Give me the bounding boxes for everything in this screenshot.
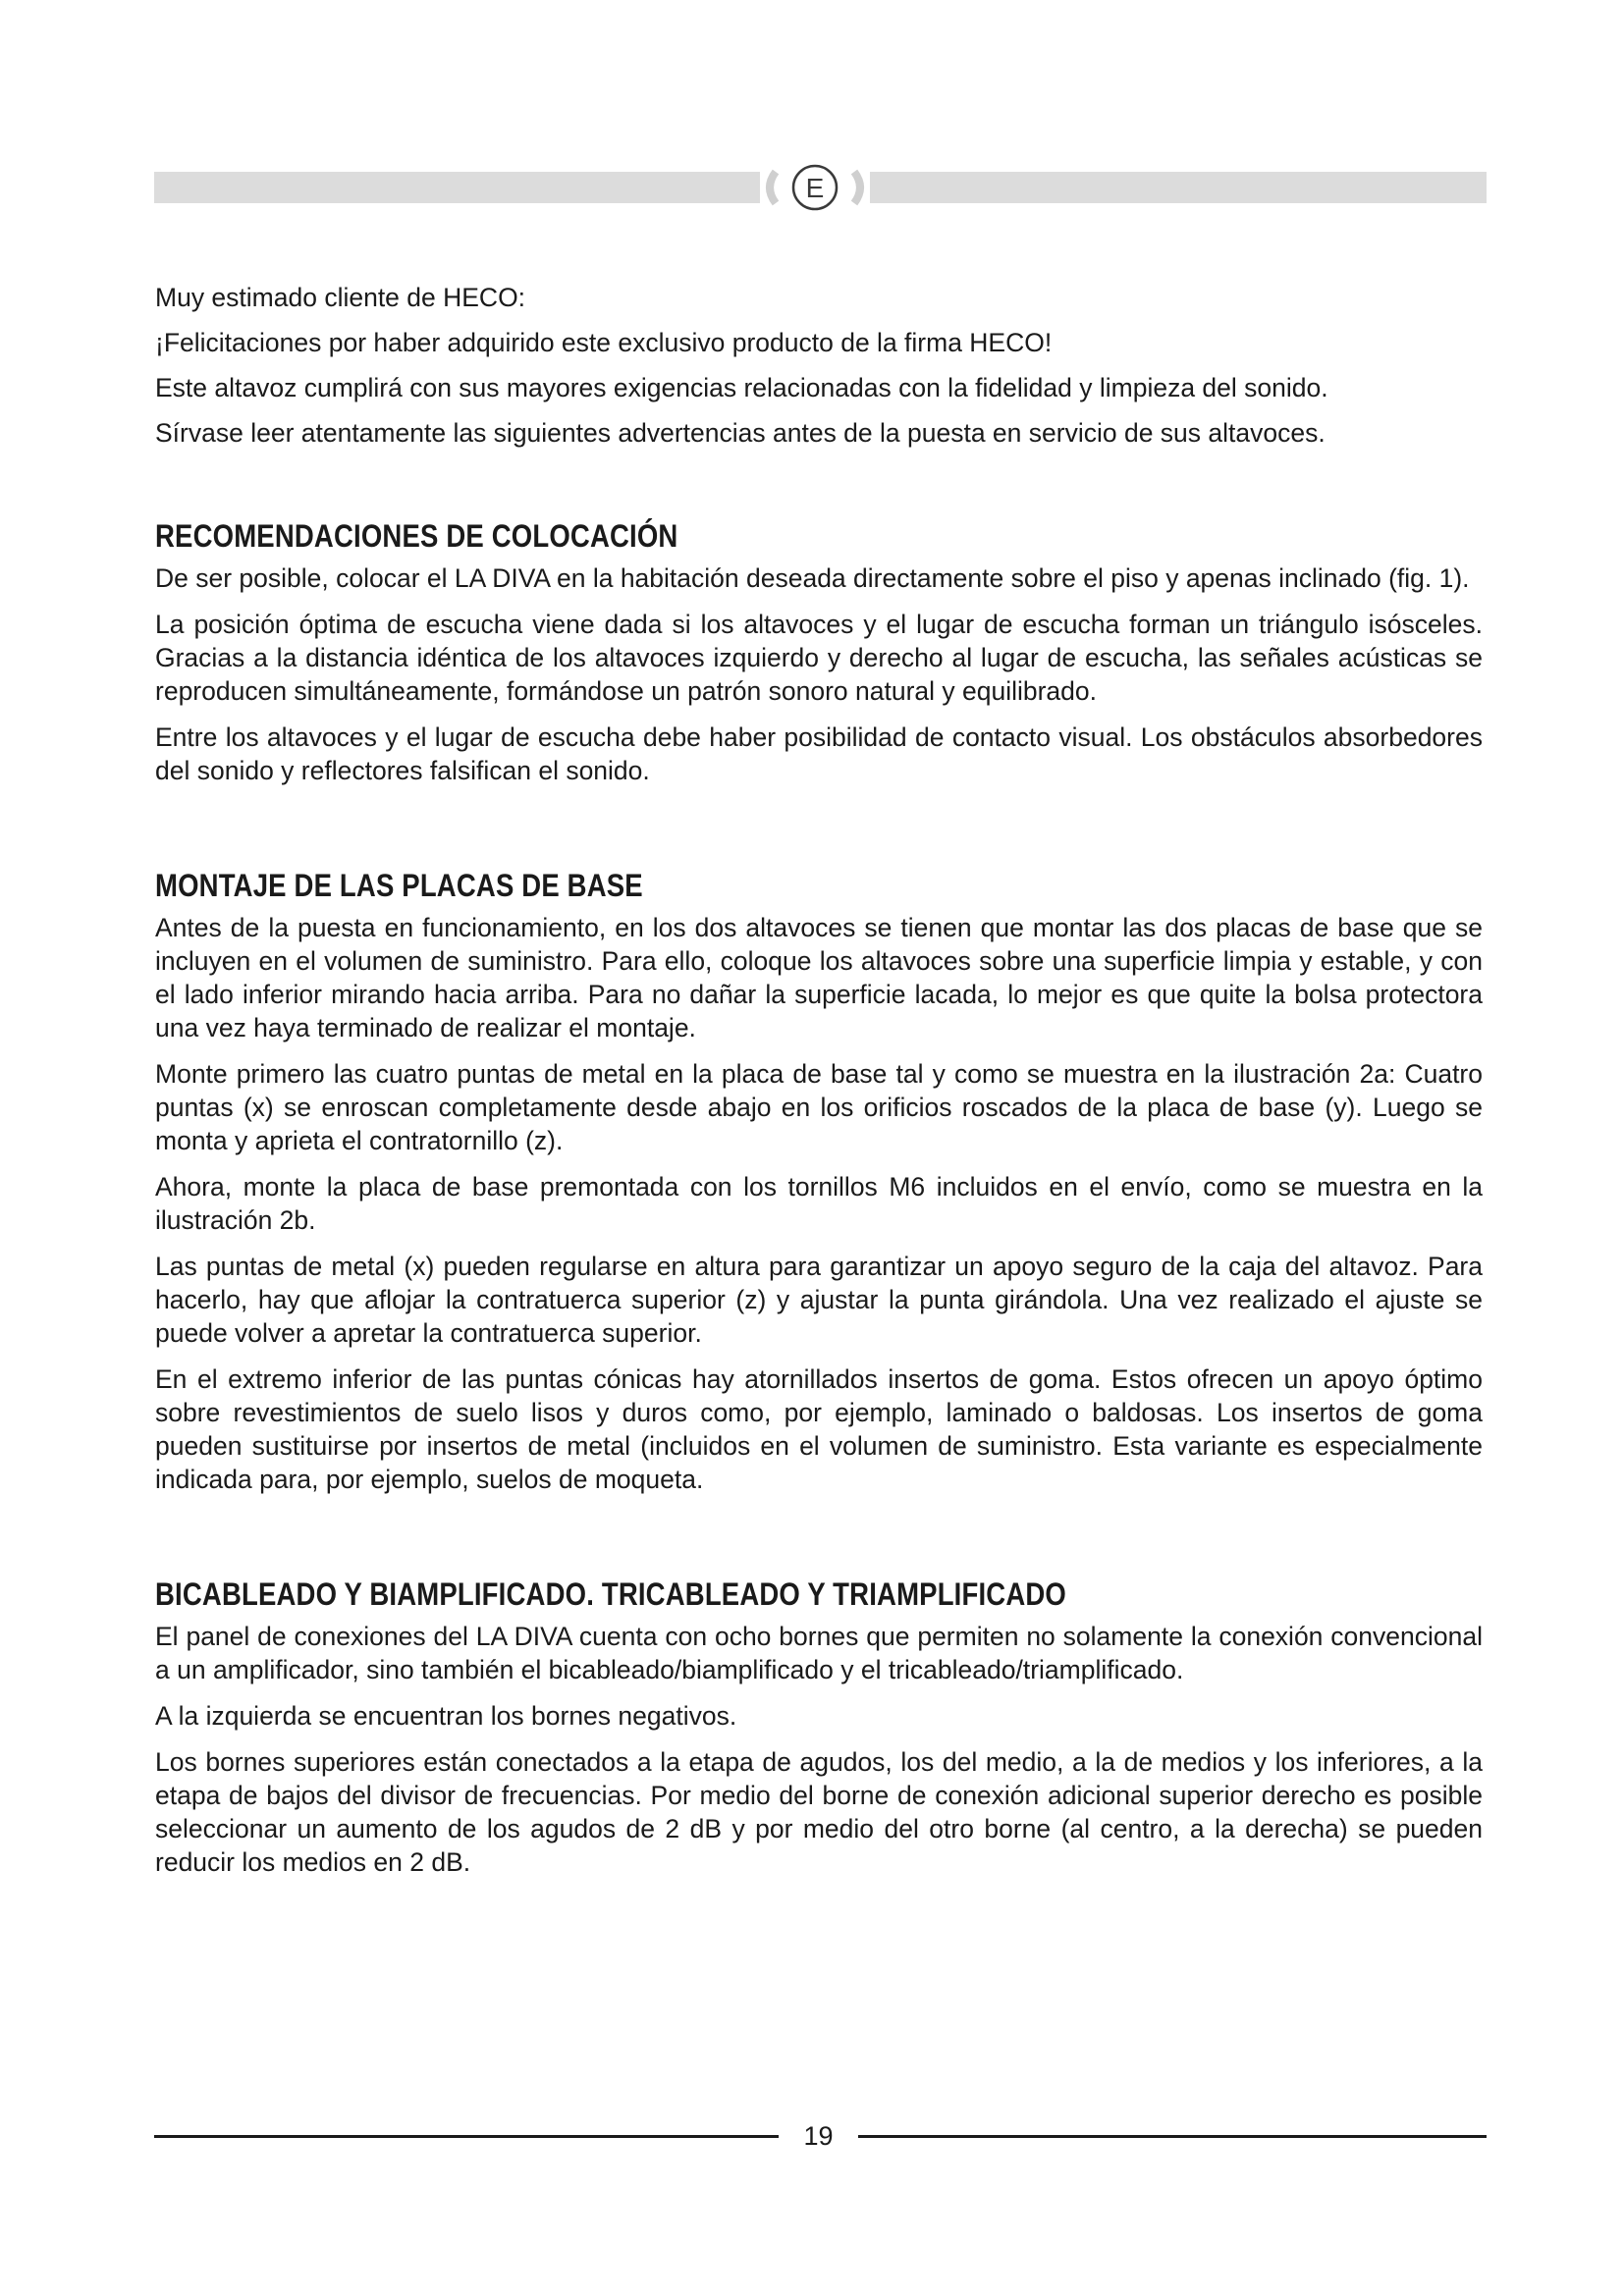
intro [155, 281, 1483, 450]
intro-greeting: Muy estimado cliente de HECO: [155, 283, 526, 312]
page-number: 19 [803, 2121, 834, 2151]
section-title: RECOMENDACIONES DE COLOCACIÓN [155, 518, 678, 554]
intro-advice: Sírvase leer atentamente las siguientes advertencias antes de la puesta en servicio de sus altavoces. [155, 418, 1326, 448]
section-biwiring [155, 1575, 1483, 1879]
paragraph: Ahora, monte la placa de base premontada con los tornillos M6 incluidos en el envío, como se muestra en la ilustración 2b. [155, 1172, 1483, 1235]
paragraph: De ser posible, colocar el LA DIVA en la habitación deseada directamente sobre el piso y apenas inclinado (fig. 1). [155, 563, 1470, 593]
paragraph: Monte primero las cuatro puntas de metal en la placa de base tal y como se muestra en la ilustración 2a: Cuatro puntas (x) se enroscan completamente desde abajo en los orificios roscados de la placa de base (y). Luego se monta y aprieta el contratornillo (z). [155, 1059, 1483, 1155]
language-badge-icon [760, 160, 870, 215]
paragraph: Las puntas de metal (x) pueden regularse en altura para garantizar un apoyo seguro de la caja del altavoz. Para hacerlo, hay que aflojar la contratuerca superior (z) y ajustar la punta girándola. Una vez realizado el ajuste se puede volver a apretar la contratuerca superior. [155, 1252, 1483, 1348]
section-title: BICABLEADO Y BIAMPLIFICADO. TRICABLEADO Y TRIAMPLIFICADO [155, 1576, 1067, 1612]
intro-congrats: ¡Felicitaciones por haber adquirido este exclusivo producto de la firma HECO! [155, 328, 1053, 357]
header-bar-right [870, 172, 1487, 203]
paragraph: El panel de conexiones del LA DIVA cuenta con ocho bornes que permiten no solamente la conexión convencional a un amplificador, sino también el bicableado/biamplificado y el tricableado/triamplificado. [155, 1622, 1483, 1684]
paragraph: Antes de la puesta en funcionamiento, en los dos altavoces se tienen que montar las dos placas de base que se incluyen en el volumen de suministro. Para ello, coloque los altavoces sobre una superficie limpia y estable, y con el lado inferior mirando hacia arriba. Para no dañar la superficie lacada, lo mejor es que quite la bolsa protectora una vez haya terminado de realizar el montaje. [155, 913, 1483, 1042]
paragraph: A la izquierda se encuentran los bornes negativos. [155, 1701, 737, 1731]
section-title: MONTAJE DE LAS PLACAS DE BASE [155, 868, 643, 903]
paragraph: Los bornes superiores están conectados a la etapa de agudos, los del medio, a la de medios y los inferiores, a la etapa de bajos del divisor de frecuencias. Por medio del borne de conexión adicional superior derecho es posible seleccionar un aumento de los agudos de 2 dB y por medio del otro borne (al centro, a la derecha) se pueden reducir los medios en 2 dB. [155, 1747, 1483, 1877]
section-placement [155, 516, 1483, 787]
language-badge [760, 160, 870, 215]
page-content [155, 281, 1483, 1892]
footer-rule-left [154, 2135, 779, 2138]
section-base-plates [155, 866, 1483, 1496]
language-badge-letter: E [805, 173, 825, 203]
paragraph: En el extremo inferior de las puntas cónicas hay atornillados insertos de goma. Estos ofrecen un apoyo óptimo sobre revestimientos de suelo lisos y duros como, por ejemplo, laminado o baldosas. Los insertos de goma pueden sustituirse por insertos de metal (incluidos en el volumen de suministro. Esta variante es especialmente indicada para, por ejemplo, suelos de moqueta. [155, 1364, 1483, 1494]
header-bar-left [154, 172, 760, 203]
paragraph: La posición óptima de escucha viene dada si los altavoces y el lugar de escucha forman un triángulo isósceles. Gracias a la distancia idéntica de los altavoces izquierdo y derecho al lugar de escucha, las señales acústicas se reproducen simultáneamente, formándose un patrón sonoro natural y equilibrado. [155, 610, 1483, 706]
footer-rule-right [858, 2135, 1487, 2138]
paragraph: Entre los altavoces y el lugar de escucha debe haber posibilidad de contacto visual. Los obstáculos absorbedores del sonido y reflectores falsifican el sonido. [155, 722, 1483, 785]
intro-promise: Este altavoz cumplirá con sus mayores exigencias relacionadas con la fidelidad y limpieza del sonido. [155, 373, 1328, 402]
